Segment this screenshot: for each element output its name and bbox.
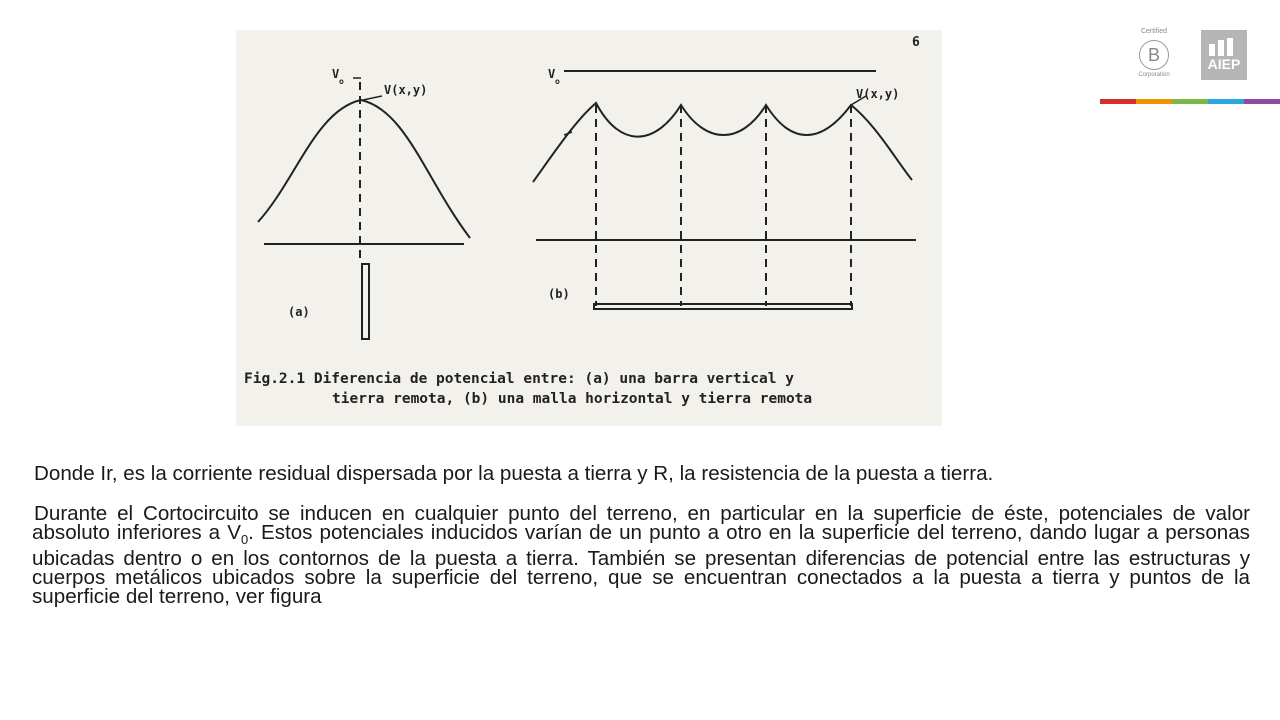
potential-diagram — [236, 30, 942, 426]
vertical-rod — [362, 264, 369, 339]
bcorp-b-icon: B — [1139, 40, 1169, 70]
stripe-red — [1100, 99, 1136, 104]
page-number: 6 — [912, 35, 920, 50]
body-text — [32, 462, 1250, 609]
aiep-logo — [1201, 30, 1247, 80]
curve-a — [258, 100, 470, 238]
vxy-label-b: V(x,y) — [856, 87, 900, 101]
v0-label-b: V — [548, 67, 556, 81]
bcorp-bottom-text: Corporation — [1138, 72, 1170, 78]
figure-scan — [236, 30, 942, 426]
label-b: (b) — [548, 287, 570, 301]
label-a: (a) — [288, 305, 310, 319]
vxy-label-a: V(x,y) — [384, 83, 428, 97]
b-corp-logo — [1131, 28, 1177, 82]
caption-line1: Fig.2.1 Diferencia de potencial entre: (a) una barra vertical y — [244, 371, 794, 387]
v0-sub-a: o — [339, 77, 344, 86]
paragraph-2 — [32, 502, 1250, 609]
paragraph-1: Donde Ir, es la corriente residual dispersada por la puesta a tierra y R, la resistencia de la puesta a tierra. — [34, 462, 994, 485]
paragraph-2-part-b: . Estos potenciales inducidos varían de un punto a otro en la superficie del terreno, dando lugar a personas ubicadas dentro o en los contornos de la puesta a tierra. También se presentan diferencias de potencial entre las estructuras y cuerpos metálicos ubicados sobre la superficie del terreno, que se encuentran conectados a la puesta a tierra y puntos de la superficie del terreno, ver figura — [32, 521, 1250, 609]
stripe-purple — [1244, 99, 1280, 104]
caption-line2: tierra remota, (b) una malla horizontal y tierra remota — [332, 391, 813, 407]
aiep-logo-text: AIEP — [1207, 56, 1241, 72]
vxy-pointer-a — [363, 96, 382, 100]
curve-b — [533, 103, 912, 182]
stripe-green — [1172, 99, 1208, 104]
bcorp-top-text: Certified — [1140, 28, 1168, 35]
color-stripe — [1100, 99, 1280, 104]
v0-sub-b: o — [555, 77, 560, 86]
aiep-bars-icon — [1209, 38, 1239, 56]
stripe-orange — [1136, 99, 1172, 104]
v0-label-a: V — [332, 67, 340, 81]
stripe-blue — [1208, 99, 1244, 104]
paragraph-2-part-a: Durante el Cortocircuito se inducen en cualquier punto del terreno, en particular en la superficie de éste, potenciales de valor absoluto inferiores a V — [32, 502, 1250, 544]
v0-subscript: 0 — [240, 532, 249, 548]
horizontal-mesh — [594, 304, 852, 309]
